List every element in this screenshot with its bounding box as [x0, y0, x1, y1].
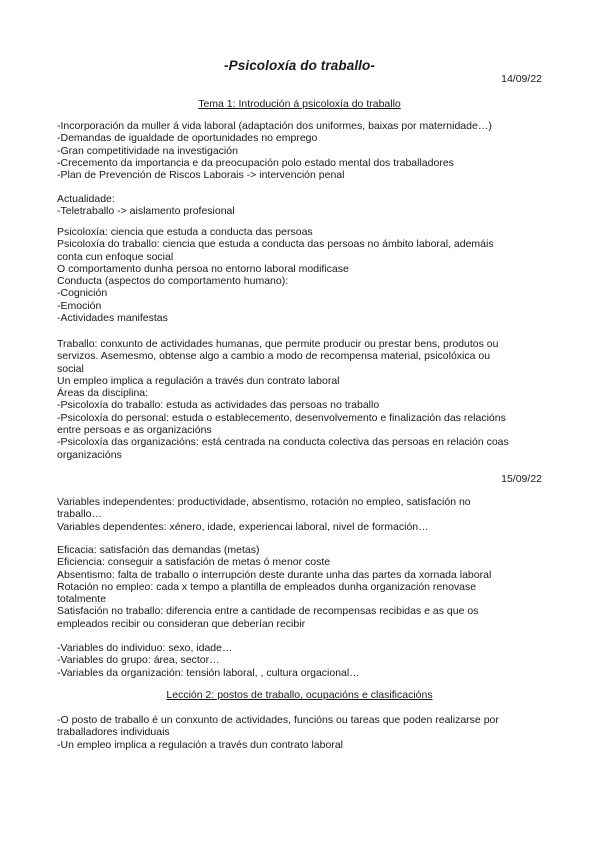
text-line: -Incorporación da muller á vida laboral (adaptación dos uniformes, baixas por maternidade…) — [57, 120, 492, 132]
text-block-incorporation — [57, 120, 547, 181]
text-line: Variables independentes: productividade, absentismo, rotación no empleo, satisfación no — [57, 496, 471, 508]
text-line: Rotación no empleo: cada x tempo a plantilla de empleados dunha organización renovase — [57, 580, 477, 593]
text-block-traballo — [57, 338, 547, 461]
text-line: -Gran competitividade na investigación — [57, 144, 238, 157]
text-line: Absentismo: falta de traballo o interrupción deste durante unha das partes da xornada laboral — [57, 568, 492, 581]
text-block-actualidade — [57, 193, 547, 218]
text-line: -Psicoloxía das organizacións: está centrada na conducta colectiva das persoas en relación coas — [57, 436, 509, 449]
text-line: -Emoción — [57, 299, 102, 312]
document-title: -Psicoloxía do traballo- — [224, 58, 375, 73]
text-block-variable-groups — [57, 642, 547, 679]
text-line: Satisfación no traballo: diferencia entre a cantidade de recompensas recibidas e as que os — [57, 605, 479, 618]
text-line: -Un empleo implica a regulación a través dun contrato laboral — [57, 738, 343, 751]
text-block-psicoloxia — [57, 226, 547, 324]
text-line: -Psicoloxía do traballo: estuda as actividades das persoas no traballo — [57, 399, 380, 412]
text-line: Actualidade: — [57, 193, 115, 205]
text-line: Variables dependentes: xénero, idade, experiencai laboral, nivel de formación… — [57, 520, 429, 533]
text-line: entre persoas e as organizacións — [57, 424, 212, 437]
text-line: -Teletraballo -> aislamento profesional — [57, 205, 235, 218]
text-line: Traballo: conxunto de actividades humanas, que permite producir ou prestar bens, produtos ou — [57, 338, 499, 350]
text-line: Un empleo implica a regulación a través dun contrato laboral — [57, 374, 340, 387]
text-line: Conducta (aspectos do comportamento humano): — [57, 275, 289, 288]
text-line: social — [57, 362, 84, 375]
text-line: Eficiencia: conseguir a satisfación de metas ó menor coste — [57, 556, 331, 569]
text-line: -Cognición — [57, 287, 108, 300]
text-line: traballadores individuais — [57, 726, 170, 739]
text-line: conta cun enfoque social — [57, 250, 174, 263]
text-line: Psicoloxía: ciencia que estuda a conducta das persoas — [57, 226, 313, 238]
text-line: -Variables do grupo: área, sector… — [57, 654, 220, 667]
text-line: Áreas da disciplina: — [57, 387, 149, 400]
date-label: 14/09/22 — [501, 73, 542, 85]
text-line: totalmente — [57, 593, 107, 606]
text-line: -Variables do individuo: sexo, idade… — [57, 642, 233, 654]
text-line: O comportamento dunha persoa no entorno laboral modificase — [57, 262, 349, 275]
text-line: -Plan de Prevención de Riscos Laborais -> intervención penal — [57, 169, 345, 182]
text-line: organizacións — [57, 448, 122, 461]
text-line: -Demandas de igualdade de oportunidades no emprego — [57, 132, 318, 145]
text-line: traballo… — [57, 508, 102, 521]
text-line: -Crecemento da importancia e da preocupación polo estado mental dos traballadores — [57, 156, 454, 169]
text-line: -Actividades manifestas — [57, 312, 168, 325]
text-line: -O posto de traballo é un conxunto de actividades, funcións ou tareas que poden realizarse por — [57, 714, 499, 726]
section-heading: Lección 2: postos de traballo, ocupacións e clasificacións — [166, 689, 433, 701]
text-block-variables — [57, 496, 547, 533]
text-line: -Variables da organización: tensión laboral, , cultura orgacional… — [57, 666, 360, 679]
text-line: -Psicoloxía do personal: estuda o establecemento, desenvolvemento e finalización das relacións — [57, 411, 506, 424]
text-line: Eficacia: satisfación das demandas (metas) — [57, 544, 260, 556]
section-heading: Tema 1: Introdución á psicoloxía do traballo — [198, 98, 401, 110]
text-line: empleados recibir ou consideran que deberían recibir — [57, 617, 306, 630]
text-block-definitions — [57, 544, 547, 630]
date-label: 15/09/22 — [501, 473, 542, 485]
text-line: Psicoloxía do traballo: ciencia que estuda a conducta das persoas no ámbito laboral, ademáis — [57, 238, 494, 251]
text-line: servizos. Asemesmo, obtense algo a cambio a modo de recompensa material, psicolóxica ou — [57, 350, 491, 363]
text-block-posto — [57, 714, 547, 751]
